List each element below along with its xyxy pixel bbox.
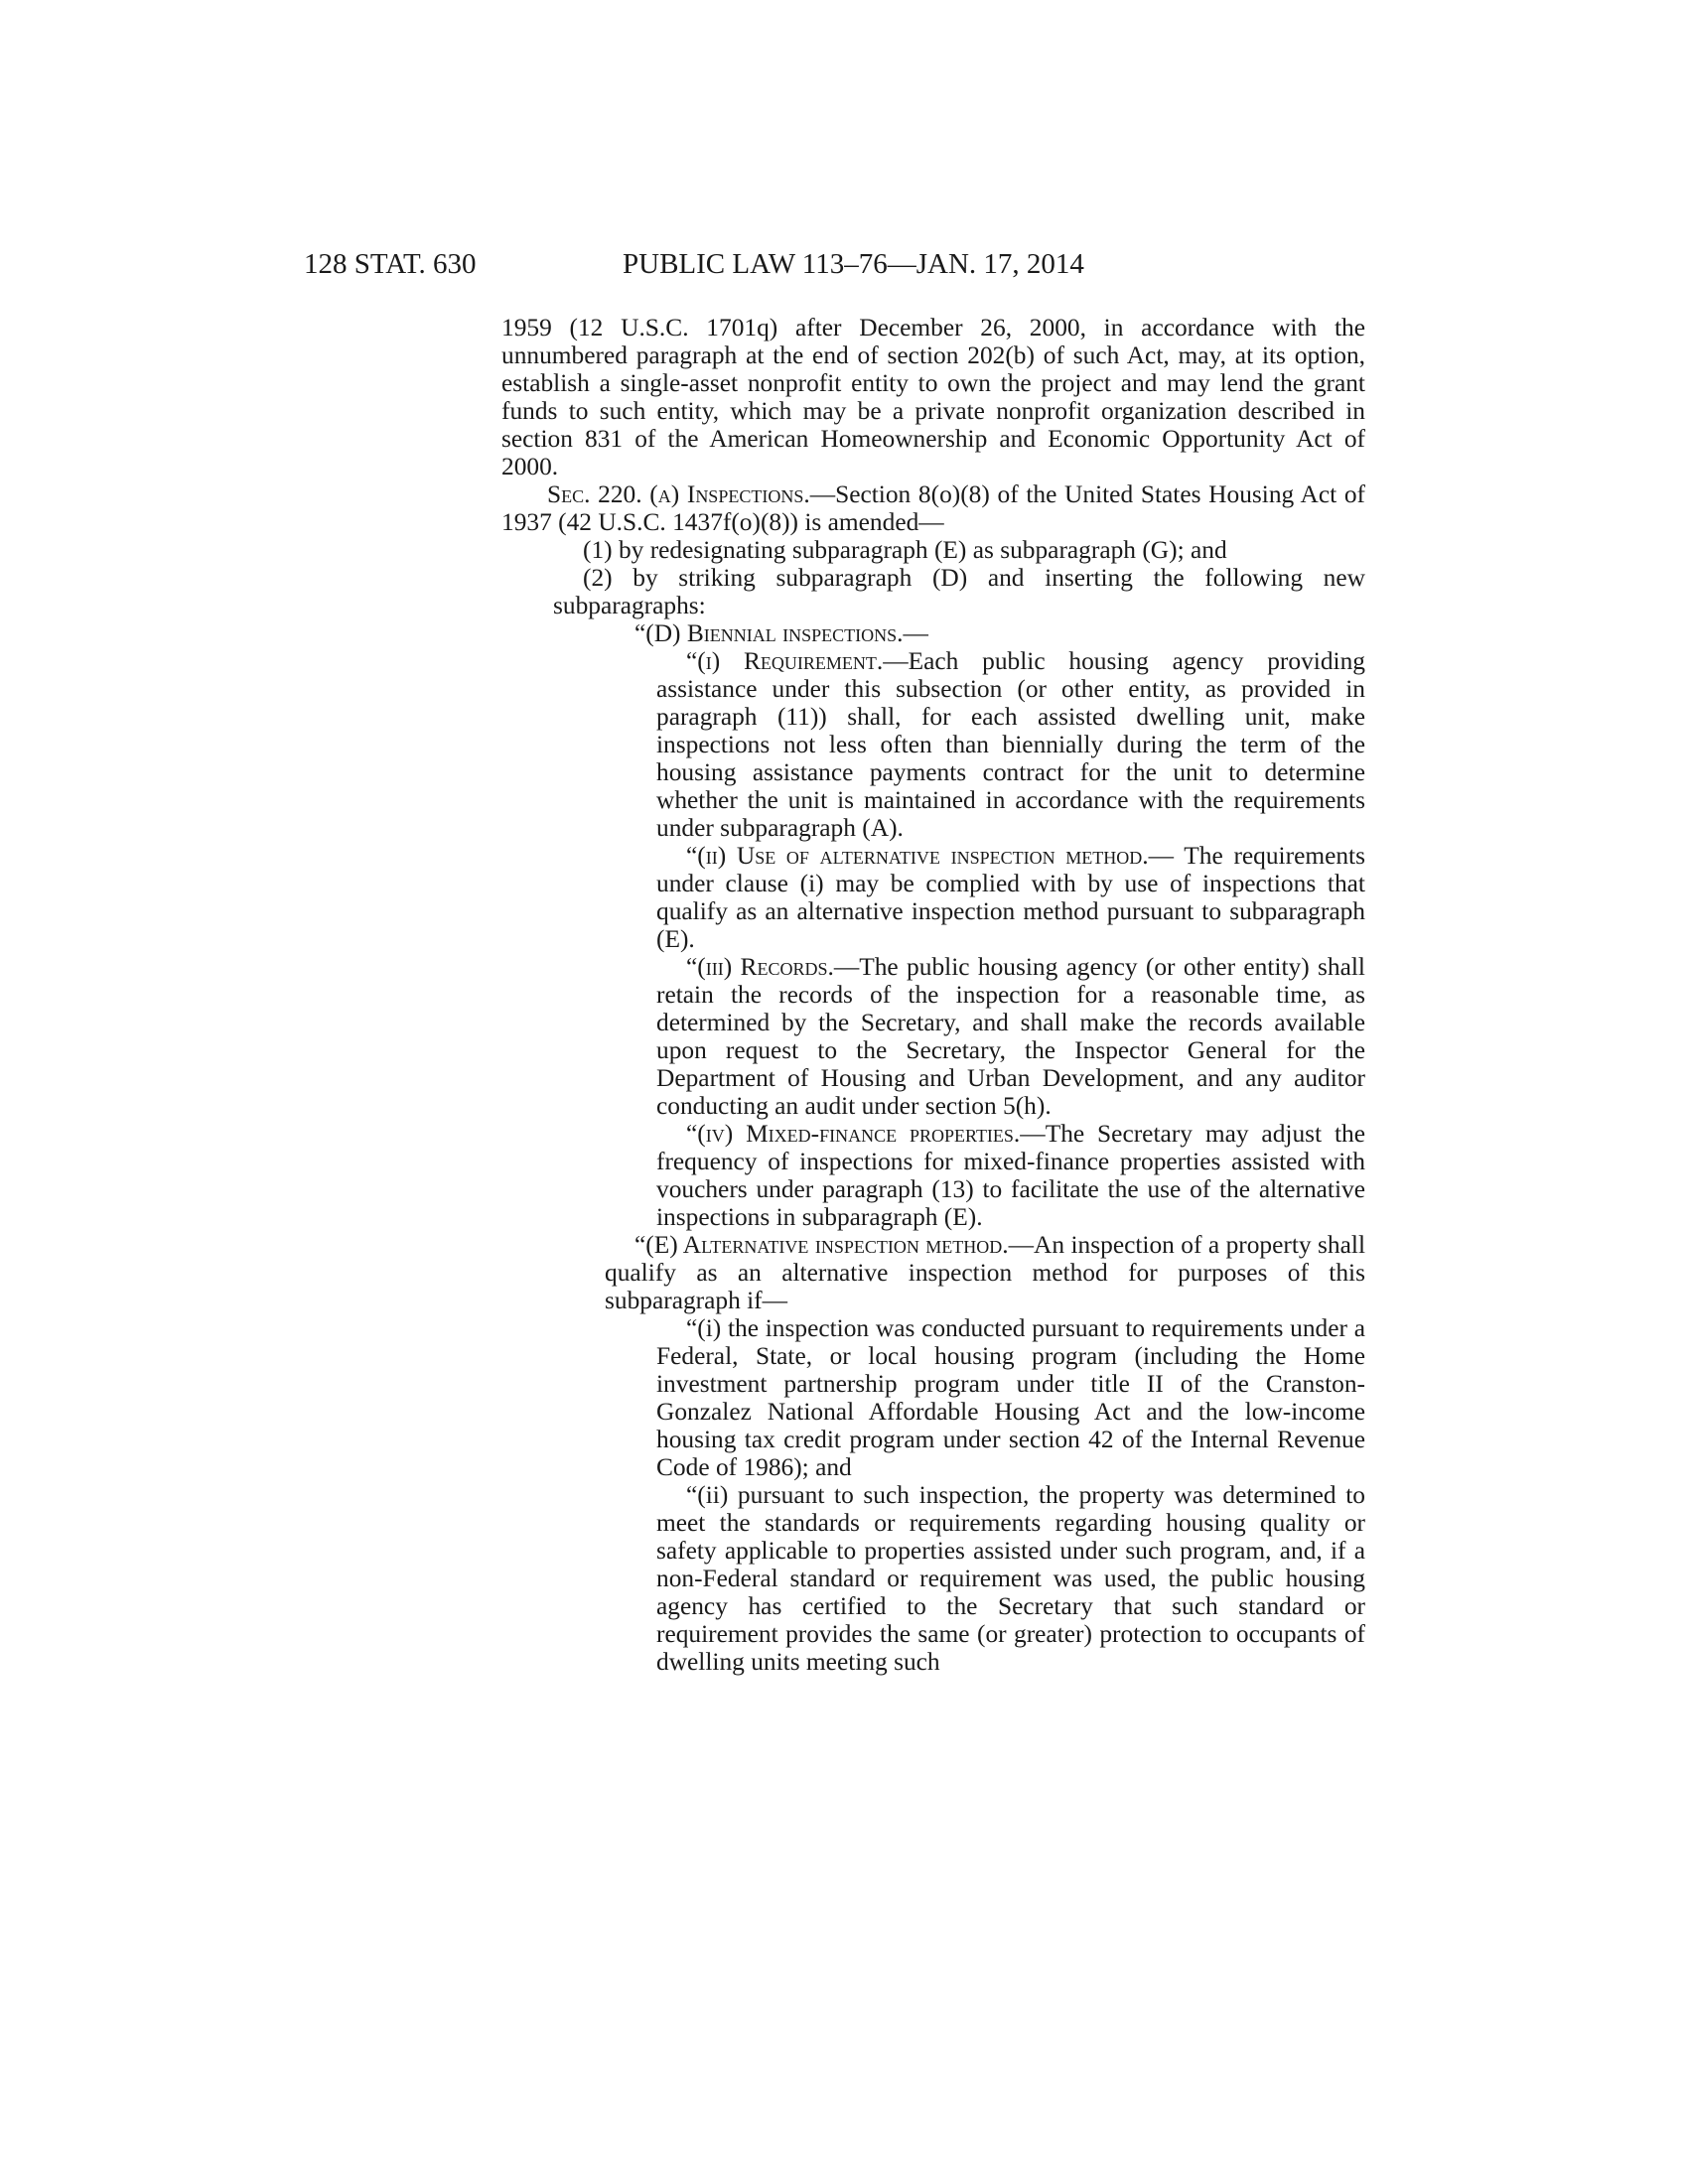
section-220-text: —Section 8(o)(8) of the United States Housing Act of 1937 (42 U.S.C. 1437f(o)(8)) is amended— — [501, 480, 1365, 536]
clause-d-iv-heading: “(iv) Mixed-finance properties. — [686, 1120, 1021, 1148]
section-220-heading: Sec. 220. (a) Inspections. — [547, 480, 810, 508]
subparagraph-d-title: “(D) Biennial inspections. — [634, 619, 904, 647]
clause-e-i: “(i) the inspection was conducted pursuant to requirements under a Federal, State, or local housing program (including the Home investment partnership program under title II of the Cranston-Gonzalez National Affordable Housing Act and the low-income housing tax credit program under section 42 of the Internal Revenue Code of 1986); and — [656, 1314, 1365, 1481]
clause-d-ii-text: — The requirements under clause (i) may be complied with by use of inspections that qualify as an alternative inspection method pursuant to subparagraph (E). — [656, 842, 1365, 953]
clause-d-iii — [656, 953, 1365, 1120]
list-item-1: (1) by redesignating subparagraph (E) as subparagraph (G); and — [583, 536, 1227, 564]
subparagraph-e — [605, 1231, 1365, 1314]
clause-d-i-text: —Each public housing agency providing assistance under this subsection (or other entity, as provided in paragraph (11)) shall, for each assisted dwelling unit, make inspections not less often than biennially during the term of the housing assistance payments contract for the unit to determine whether the unit is maintained in accordance with the requirements under subparagraph (A). — [656, 647, 1365, 842]
clause-d-i — [656, 647, 1365, 842]
subparagraph-d-dash: — — [903, 619, 928, 647]
clause-d-iv — [656, 1120, 1365, 1231]
clause-d-ii-heading: “(ii) Use of alternative inspection method. — [686, 842, 1149, 870]
subparagraph-e-heading: “(E) Alternative inspection method. — [634, 1231, 1009, 1259]
clause-d-i-heading: “(i) Requirement. — [686, 647, 884, 675]
page-header — [304, 248, 1202, 292]
clause-d-iv-text: —The Secretary may adjust the frequency of inspections for mixed-finance properties assisted with vouchers under paragraph (13) to facilitate the use of the alternative inspections in subparagraph (E). — [656, 1120, 1366, 1231]
running-title: PUBLIC LAW 113–76—JAN. 17, 2014 — [623, 248, 1084, 280]
list-item-2: (2) by striking subparagraph (D) and inserting the following new subparagraphs: — [553, 564, 1365, 619]
clause-d-iii-text: —The public housing agency (or other entity) shall retain the records of the inspection for a reasonable time, as determined by the Secretary, and shall make the records available upon request to the Secretary, the Inspector General for the Department of Housing and Urban Development, and any auditor conducting an audit under section 5(h). — [656, 953, 1365, 1120]
clause-d-iii-heading: “(iii) Records. — [686, 953, 834, 981]
section-220-paragraph — [501, 480, 1365, 536]
stat-page-number: 128 STAT. 630 — [304, 248, 477, 280]
clause-d-ii — [656, 842, 1365, 953]
subparagraph-e-text: —An inspection of a property shall qualify as an alternative inspection method for purposes of this subparagraph if— — [605, 1231, 1365, 1314]
clause-e-ii: “(ii) pursuant to such inspection, the property was determined to meet the standards or requirements regarding housing quality or safety applicable to properties assisted under such program, and, if a non-Federal standard or requirement was used, the public housing agency has certified to the Secretary that such standard or requirement provides the same (or greater) protection to occupants of dwelling units meeting such — [656, 1481, 1365, 1676]
paragraph-continuation: 1959 (12 U.S.C. 1701q) after December 26, 2000, in accordance with the unnumbered paragraph at the end of section 202(b) of such Act, may, at its option, establish a single-asset nonprofit entity to own the project and may lend the grant funds to such entity, which may be a private nonprofit organization described in section 831 of the American Homeownership and Economic Opportunity Act of 2000. — [501, 314, 1365, 480]
subparagraph-d-heading — [605, 619, 1365, 647]
page-body — [501, 314, 1365, 1676]
